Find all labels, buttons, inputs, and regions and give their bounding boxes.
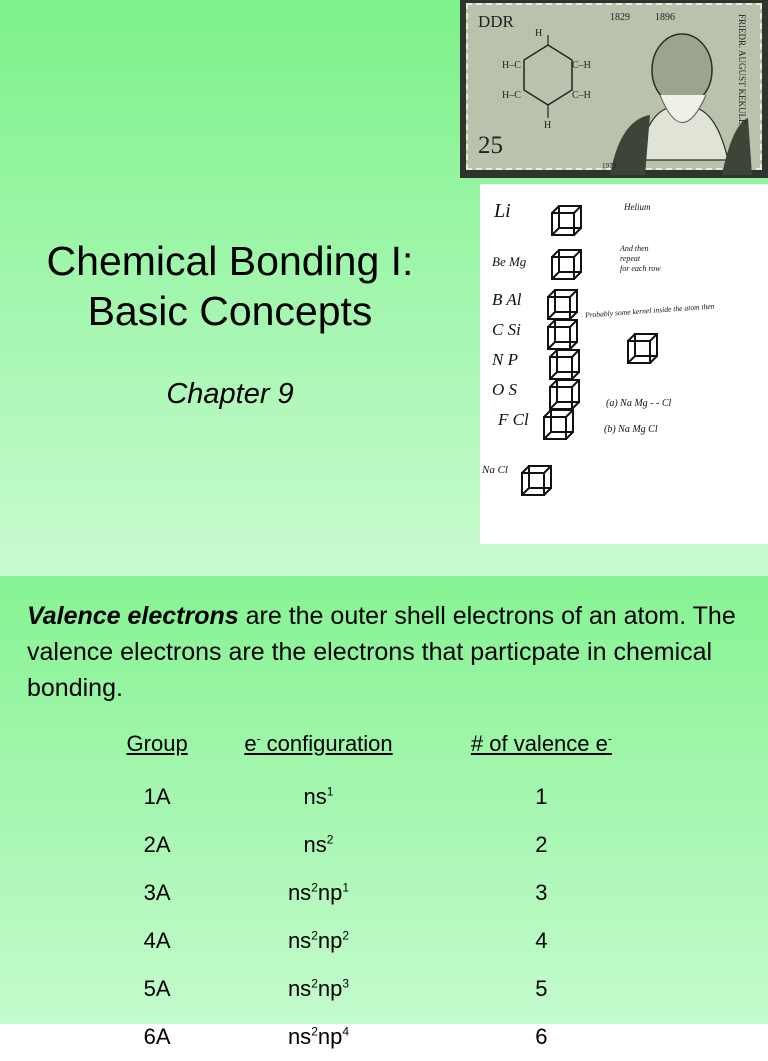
kekule-stamp-image: [460, 0, 768, 178]
stamp-name: FRIEDR. AUGUST KEKULÉ: [737, 14, 747, 125]
lewis-cube: [552, 206, 581, 235]
header-valence: # of valence e-: [470, 731, 612, 756]
group-cell: 6A: [143, 1024, 171, 1049]
notes-reaction: (b) Na Mg Cl: [604, 424, 658, 435]
benzene-hc-left-lower: H–C: [502, 90, 521, 101]
configuration-cell: $ns^2$: [303, 832, 334, 857]
stamp-print-year: 1979: [602, 162, 616, 170]
valence-count-cell: 3: [535, 880, 548, 905]
valence-count-cell: 6: [535, 1024, 548, 1049]
notes-row-label: Be Mg: [492, 254, 527, 269]
group-cell: 5A: [143, 976, 171, 1001]
benzene-h-bottom: H: [544, 120, 552, 131]
notes-annotation: repeat: [620, 254, 641, 263]
notes-row-label: B Al: [492, 290, 522, 309]
valence-slide: [0, 576, 768, 1049]
table-row: [110, 1013, 650, 1061]
configuration-cell: $ns^2np^2$: [287, 928, 350, 953]
table-row: [110, 773, 650, 821]
notes-annotation: Helium: [624, 202, 651, 212]
table-row: [110, 917, 650, 965]
notes-reaction: (a) Na Mg - - Cl: [606, 398, 672, 409]
group-cell: 1A: [143, 784, 171, 809]
table-row: [110, 869, 650, 917]
header-group: Group: [126, 731, 188, 756]
stamp-value: 25: [478, 132, 503, 159]
header-configuration: e- configuration: [244, 731, 393, 756]
notes-row-label: Li: [494, 200, 511, 222]
lewis-cubes-drawing: [480, 184, 768, 544]
valence-count-cell: 4: [535, 928, 548, 953]
lewis-cube: [548, 290, 577, 319]
valence-term: Valence electrons: [27, 602, 239, 630]
notes-row-label: C Si: [492, 320, 521, 339]
title-line-1: Chemical Bonding I:: [46, 238, 414, 284]
notes-row-label: N P: [492, 350, 518, 369]
lewis-cube: [550, 380, 579, 409]
group-cell: 4A: [143, 928, 171, 953]
notes-row-label: F Cl: [498, 410, 529, 429]
benzene-h-top: H: [535, 28, 543, 39]
lewis-cube: [552, 250, 581, 279]
valence-definition: [27, 598, 747, 706]
notes-annotation: Probably some kernel inside the atom then: [584, 301, 715, 320]
notes-annotation: for each row: [620, 264, 661, 273]
configuration-cell: $ns^2np^4$: [287, 1024, 350, 1049]
valence-count-cell: 5: [535, 976, 548, 1001]
benzene-ch-right: C–H: [572, 60, 591, 71]
stamp-years: 1829 1896: [610, 12, 675, 23]
valence-count-cell: 1: [535, 784, 548, 809]
title-line-2: Basic Concepts: [87, 288, 373, 334]
table-row: [110, 821, 650, 869]
lewis-cube: [522, 466, 551, 495]
stamp-country: DDR: [478, 12, 514, 31]
valence-table: [110, 731, 650, 1061]
valence-count-cell: 2: [535, 832, 548, 857]
configuration-cell: $ns^1$: [303, 784, 334, 809]
valence-definition-text: are the outer shell electrons of an atom. The valence electrons are the electrons that particpate in chemical bonding.: [27, 602, 736, 702]
slide-subtitle: Chapter 9: [166, 378, 294, 410]
notes-row-label: Na Cl: [482, 464, 508, 476]
notes-annotation: And then: [620, 244, 649, 253]
benzene-ch-right-lower: C–H: [572, 90, 591, 101]
group-cell: 3A: [143, 880, 171, 905]
slide-title: [0, 236, 460, 336]
lewis-cube: [550, 350, 579, 379]
group-cell: 2A: [143, 832, 171, 857]
lewis-cube: [544, 410, 573, 439]
configuration-cell: $ns^2np^3$: [287, 976, 350, 1001]
lewis-cube: [548, 320, 577, 349]
table-row: [110, 965, 650, 1013]
notes-row-label: O S: [492, 380, 518, 399]
table-header-row: [110, 731, 650, 773]
lewis-notes-image: [480, 184, 768, 544]
configuration-cell: $ns^2np^1$: [287, 880, 350, 905]
benzene-hc-left: H–C: [502, 60, 521, 71]
lewis-cube: [628, 334, 657, 363]
